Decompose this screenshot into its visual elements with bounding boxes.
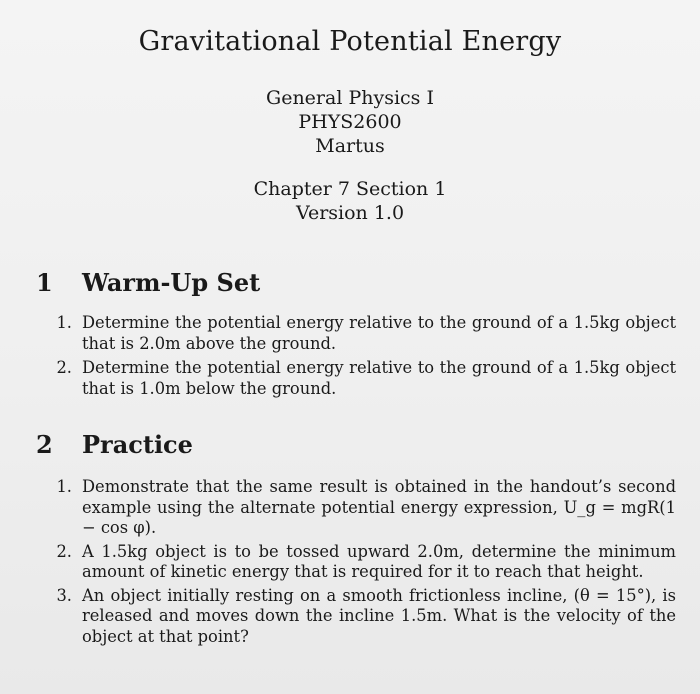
instructor-name: Martus [315,135,385,157]
section-heading [36,268,676,297]
item-text: Demonstrate that the same result is obtained in the handout’s second example using the alternate potential energy expression, U_g = mgR(1 − cos φ). [82,477,676,537]
problem-list [36,313,676,399]
problem-list [36,477,676,647]
list-item [36,586,676,648]
chapter-section: Chapter 7 Section 1 [253,178,447,200]
list-item [36,313,676,354]
item-text: A 1.5kg object is to be tossed upward 2.0m, determine the minimum amount of kinetic energy that is required for it to reach that height. [82,541,676,581]
item-number: 2. [56,358,72,377]
page-title: Gravitational Potential Energy [138,26,562,57]
list-item [36,358,676,399]
list-item [36,477,676,539]
item-number: 2. [56,541,72,561]
version-label: Version 1.0 [295,202,405,224]
course-code: PHYS2600 [298,111,402,133]
item-text: Determine the potential energy relative to the ground of a 1.5kg object that is 2.0m above the ground. [82,313,676,353]
item-text: An object initially resting on a smooth frictionless incline, (θ = 15°), is released and moves down the incline 1.5m. What is the velocity of the object at that point? [82,585,676,646]
item-number: 1. [56,477,72,496]
item-text: Determine the potential energy relative to the ground of a 1.5kg object that is 1.0m below the ground. [82,358,676,398]
section-practice [36,430,676,650]
section-title: Warm-Up Set [82,268,261,297]
section-warm-up [36,268,676,403]
item-number: 3. [56,585,72,605]
list-item [36,542,676,583]
section-number: 2 [36,430,53,459]
course-info [0,86,700,158]
chapter-info [0,177,700,225]
item-number: 1. [56,313,72,332]
section-heading [36,430,676,459]
section-title: Practice [82,430,193,459]
course-name: General Physics I [266,87,434,109]
section-number: 1 [36,268,53,297]
